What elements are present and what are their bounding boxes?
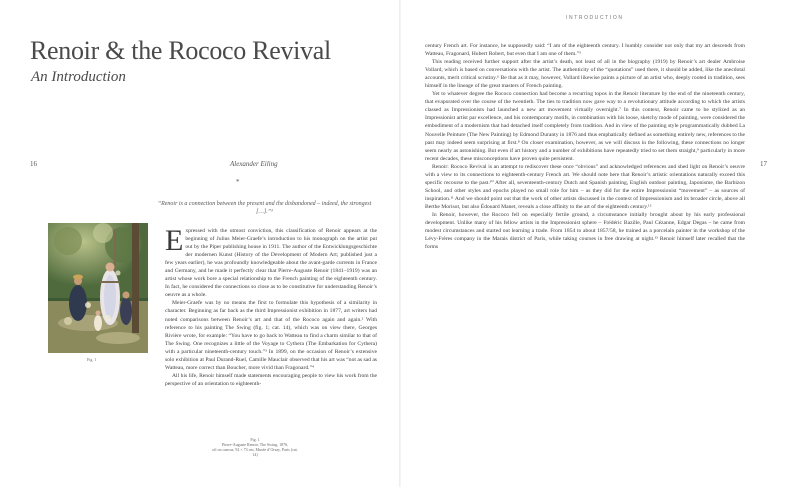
caption-line: oil on canvas, 92 × 73 cm, Musée d’Orsay, Paris (cat. 14): [212, 447, 298, 457]
ornament-asterisk: *: [236, 178, 240, 186]
right-column-text: [425, 42, 745, 472]
caption-line: Fig. 1: [250, 437, 260, 442]
figure-caption: [210, 437, 300, 457]
body-paragraph: century French art. For instance, he supposedly said: “I am of the eighteenth century. I humbly consider not only that my art descends from Watteau, Fragonard, Hubert Robert, but even that I am one of them.”⁵: [425, 43, 745, 58]
body-paragraph: All his life, Renoir himself made statements encouraging people to view his work from the perspective of an orientation to eighteenth-: [165, 372, 377, 387]
author-name: Alexander Eiling: [230, 160, 278, 168]
running-header: INTRODUCTION: [566, 15, 624, 21]
body-paragraph: This reading received further support after the artist’s death, not least of all in the biography (1919) by Renoir’s art dealer Ambroise Vollard, which is based on conversations with the artist. The authenticity of the “quotations” used there, it should be added, like the anecdotal accounts, merit critical scrutiny.⁶ Be that as it may, however, Vollard likewise paints a picture of an artist who, deeply rooted in tradition, sees himself in the lineage of the great masters of French painting.: [425, 59, 745, 90]
epigraph: “Renoir is a connection between the present and the disbandoned – indeed, the strongest […].”¹: [157, 201, 372, 215]
drop-cap: E: [165, 224, 184, 257]
page-number-left: 16: [30, 160, 37, 168]
left-column-text: [165, 224, 377, 437]
book-gutter: [399, 0, 401, 487]
page-number-right: 17: [760, 160, 767, 168]
body-paragraph: Meier-Graefe was by no means the first to formulate this hypothesis of a similarity in character. Beginning as far back as the third Impressionist exhibition in 1877, art writers had noted comparisons between Renoir’s art and that of the Rococo again and again.² With reference to his painting The Swing (fig. 1; cat. 14), which was on view there, Georges Rivière wrote, for example: “You have to go back to Watteau to find a charm similar to that of The Swing. One recognizes a little of the Voyage to Cythera (The Embarkation for Cythera) with a particular nineteenth-century touch.”³ In 1899, on the occasion of Renoir’s extensive solo exhibition at Paul Durand-Ruel, Camille Mauclair observed that his art was “not as sad as Watteau, more correct than Boucher, more vivid than Fragonard.”⁴: [165, 300, 377, 371]
chapter-title: Renoir & the Rococo Revival: [30, 36, 331, 65]
painting-the-swing: [48, 223, 148, 353]
body-paragraph: Renoir: Rococo Revival is an attempt to rediscover these once “obvious” and acknowledged references and shed light on Renoir’s oeuvre with a view to its connections to eighteenth-century French art. We should note here that Renoir’s artistic orientations naturally exceed this specific recourse to the past.¹⁰ After all, seventeenth-century Dutch and Spanish painting, English outdoor painting, Japonisme, the Barbizon School, and other styles and epochs played no small role for him – as they did for the entire Impressionist “movement” – as sources of inspiration.¹¹ And we should point out that the work of other artists discussed in the context of Impressionism and its broader circle, above all Berthe Morisot, but also Édouard Manet, reveals a close affinity to the art of the eighteenth century.¹²: [425, 163, 745, 210]
caption-line: Pierre-Auguste Renoir, The Swing, 1876,: [221, 442, 289, 447]
chapter-subtitle: An Introduction: [31, 69, 126, 85]
figure-tag: Fig. 1: [87, 357, 97, 362]
body-paragraph: Expressed with the utmost conviction, this classification of Renoir appears at the beginning of Julius Meier-Graefe’s introduction to his monograph on the artist put out by the Piper publishing house in 1911. The author of the Entwicklungsgeschichte der modernen Kunst (History of the Development of Modern Art; published just a few years earlier), he was profoundly knowledgeable about the avant-garde currents in France and Germany, and he made it perfectly clear that Pierre-Auguste Renoir (1841–1919) was an artist whose work bore a special relationship to the French painting of the eighteenth century. In fact, he considered the connections so close as to be constitutive for understanding Renoir’s oeuvre as a whole.: [165, 224, 377, 299]
body-paragraph: Yet to whatever degree the Rococo connection had become a recurring topos in the Renoir literature by the end of the nineteenth century, that evaporated over the course of the twentieth. The ties to tradition now gave way to a revolutionary attitude according to which the artists classed as Impressionists had launched a new art movement virtually overnight.⁷ In this context, Renoir came to be stylized as an Impressionist artist par excellence, and his contemporary motifs, in combination with his loose, sketchy mode of painting, were considered the embodiment of a modernism that had detached itself completely from tradition. And in view of the painting style programmatically dubbed La Nouvelle Peinture (The New Painting) by Edmond Duranty in 1876 and thus emphatically defined as something entirely new, references to the past may indeed seem surprising at first.⁸ On closer examination, however, as we will discuss in the following, these connections no longer seem nearly as astonishing. But even if art history and a number of exhibitions have repeatedly tried to set them straight,⁹ particularly in more recent decades, these misconceptions have proven quite persistent.: [425, 91, 745, 162]
body-paragraph: In Renoir, however, the Rococo fell on especially fertile ground, a circumstance initially brought about by his early professional development. Unlike many of his fellow artists in the Impressionist sphere – Frédéric Bazille, Paul Cézanne, Edgar Degas – he came from modest circumstances and started out learning a trade. From 1854 to about 1857/58, he trained as a porcelain painter in the workshop of the Lévy-Frères company in the Marais district of Paris, while taking courses in free drawing at night.¹³ Renoir himself later recalled that the forms: [425, 211, 745, 251]
